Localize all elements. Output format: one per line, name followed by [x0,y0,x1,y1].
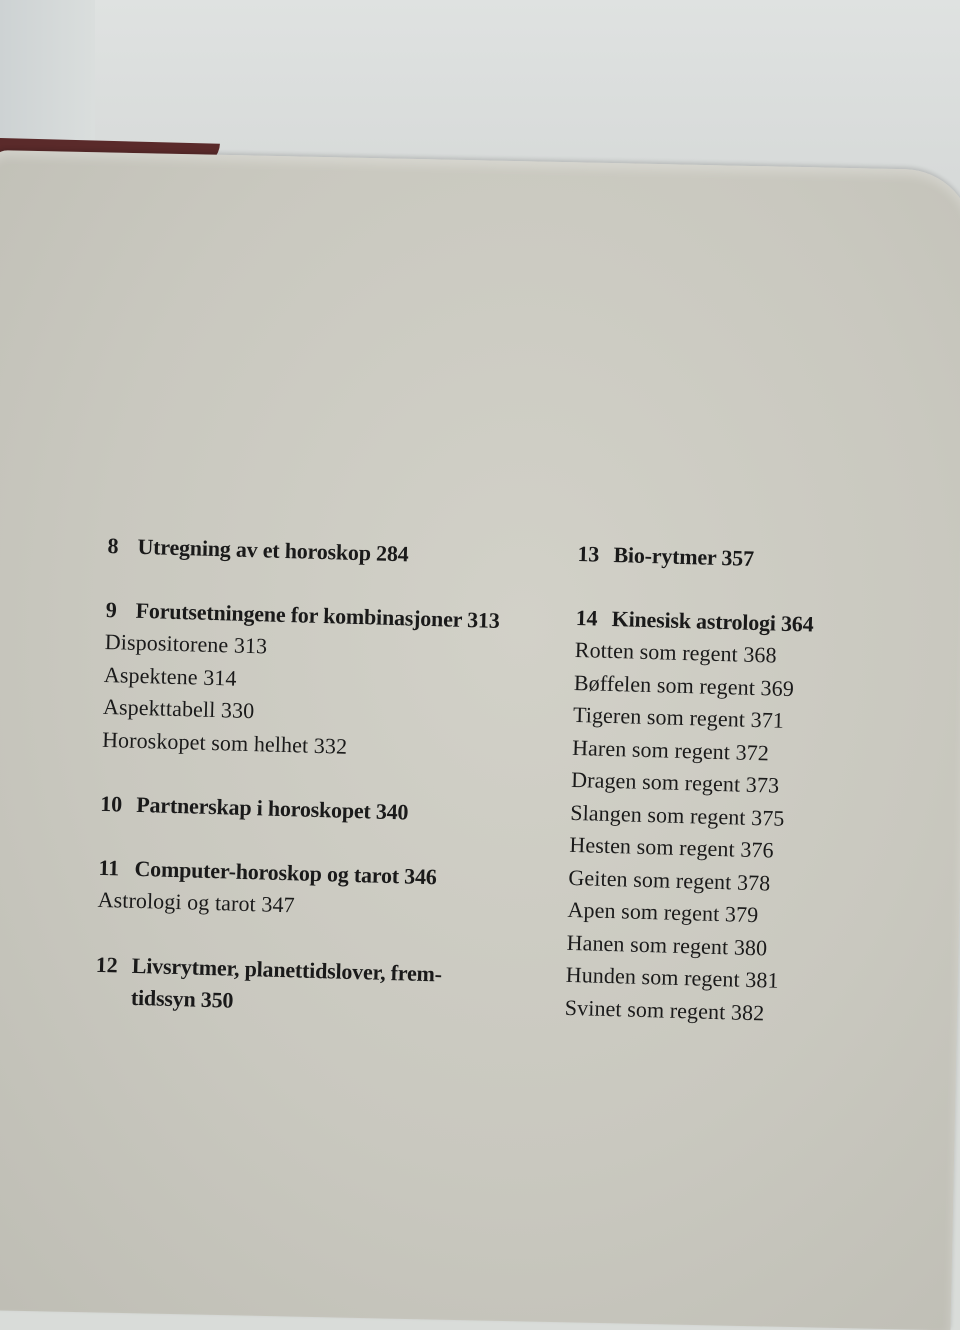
toc-subentry: Bøffelen som regent 369 [573,669,795,701]
toc-subentry: Hesten som regent 376 [569,831,775,863]
chapter-9: 9 Forutsetningene for kombinasjoner 313 [105,596,500,633]
chapter-13: 13 Bio-rytmer 357 [577,540,755,571]
toc-subentry: Svinet som regent 382 [564,994,765,1025]
toc-subentry: Haren som regent 372 [571,734,770,765]
toc-subentry: Dragen som regent 373 [570,766,780,798]
toc-right-column [564,538,877,1032]
toc-subentry: Rotten som regent 368 [574,636,778,668]
toc-subentry: Astrologi og tarot 347 [97,886,296,918]
toc-subentry: Hanen som regent 380 [566,929,768,960]
chapter-10: 10 Partnerskap i horoskopet 340 [100,790,409,825]
chapter-12-continuation: tidssyn 350 [130,984,234,1013]
toc-left-column [95,530,558,1025]
toc-subentry: Aspektene 314 [103,661,237,691]
chapter-12: 12 Livsrytmer, planettidslover, frem- tidssyn 350 [95,948,547,1025]
toc-subentry: Slangen som regent 375 [570,799,785,831]
toc-subentry: Apen som regent 379 [567,896,759,928]
toc-subentry: Geiten som regent 378 [568,864,771,896]
chapter-11: 11 Computer-horoskop og tarot 346 [98,854,438,890]
chapter-14: 14 Kinesisk astrologi 364 [575,604,814,637]
toc-subentry: Hunden som regent 381 [565,961,779,993]
chapter-8: 8 Utregning av et horoskop 284 [107,532,409,567]
toc-subentry: Aspekttabell 330 [102,693,255,724]
toc-subentry: Dispositorene 313 [104,628,268,659]
toc-subentry: Horoskopet som helhet 332 [101,726,348,759]
toc-subentry: Tigeren som regent 371 [572,701,785,733]
